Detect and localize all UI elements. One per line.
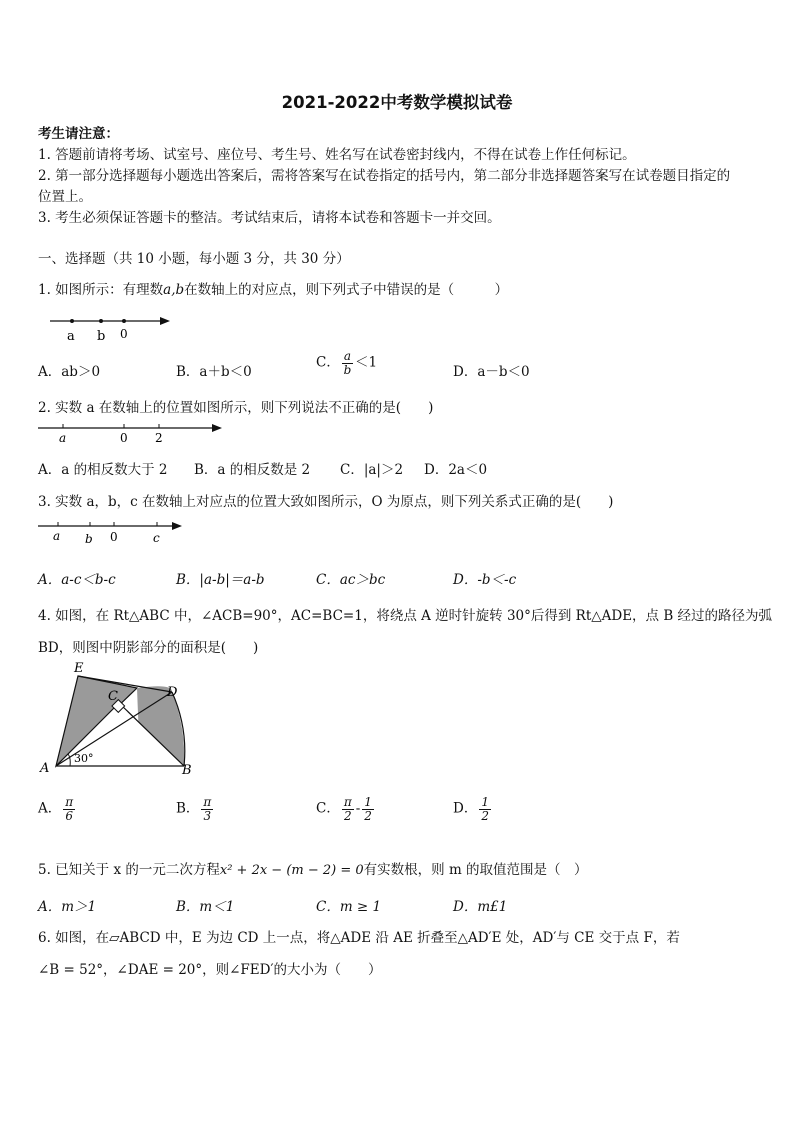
q1-point-0 [122, 319, 126, 323]
q4-option-b-letter: B． [176, 800, 200, 817]
q4-figure [36, 658, 201, 776]
q2-label-0: 0 [120, 431, 128, 445]
q2-label-2: 2 [155, 431, 163, 445]
q4-c-den2: 2 [364, 808, 372, 823]
q1-number-line [44, 310, 179, 346]
q4-b-num: π [203, 795, 212, 809]
q4-a-num: π [65, 795, 74, 809]
q3-label-c: c [153, 531, 160, 545]
q5-option-a: A．m＞1 [38, 899, 97, 915]
q6-stem-line2: ∠B = 52°，∠DAE = 20°，则∠FED′的大小为（ ） [38, 962, 382, 978]
q4-b-den: 3 [203, 808, 212, 823]
q4-label-30: 30° [74, 752, 94, 765]
q4-option-b-fraction [201, 796, 213, 822]
q4-option-c-fraction2 [362, 796, 374, 822]
q2-option-b: B．a 的相反数是 2 [194, 462, 311, 478]
q6-stem-line1: 6. 如图，在▱ABCD 中，E 为边 CD 上一点，将△ADE 沿 AE 折叠至△AD′E 处，AD′与 CE 交于点 F，若 [38, 930, 680, 946]
q1-point-b [99, 319, 103, 323]
q1-option-c-letter: C． [316, 354, 340, 371]
notice-heading: 考生请注意： [38, 126, 119, 142]
q4-label-d: D [167, 685, 178, 700]
q1-label-a: a [67, 329, 75, 344]
q2-label-a: a [59, 431, 67, 445]
q1-option-c [316, 350, 377, 376]
q1-c-den: b [343, 362, 352, 377]
notice-item: 1. 答题前请将考场、试室号、座位号、考生号、姓名写在试卷密封线内，不得在试卷上作任何标记。 [38, 147, 636, 163]
q1-point-a [70, 319, 74, 323]
q5-option-d: D．m£1 [453, 899, 508, 915]
q4-option-d-fraction [479, 796, 491, 822]
section-heading: 一、选择题（共 10 小题，每小题 3 分，共 30 分） [38, 251, 350, 267]
q4-label-e: E [74, 661, 84, 676]
q4-c-num2: 1 [364, 795, 372, 809]
q4-option-a-fraction [63, 796, 75, 822]
q4-option-c-letter: C． [316, 800, 340, 817]
q4-option-a-letter: A． [38, 800, 62, 817]
q2-axis-arrow [212, 424, 222, 432]
q3-option-d: D．-b＜-c [453, 572, 517, 588]
q2-option-a: A．a 的相反数大于 2 [38, 462, 168, 478]
q1-option-d: D．a－b＜0 [453, 364, 530, 380]
q1-c-num: a [343, 349, 351, 363]
q3-stem: 3. 实数 a，b，c 在数轴上对应点的位置大致如图所示，O 为原点，则下列关系式正确的是( ) [38, 494, 614, 510]
q4-option-c-fraction1 [342, 796, 354, 822]
q1-option-b: B．a＋b＜0 [176, 364, 252, 380]
notice-item: 3. 考生必须保证答题卡的整洁。考试结束后，请将本试卷和答题卡一并交回。 [38, 210, 501, 226]
q4-option-c [316, 796, 376, 822]
q1-stem-pre: 1. 如图所示：有理数 [38, 282, 164, 298]
q2-stem: 2. 实数 a 在数轴上的位置如图所示，则下列说法不正确的是( ) [38, 400, 434, 416]
q3-option-c: C．ac＞bc [316, 572, 386, 588]
q4-label-c: C [108, 689, 118, 704]
q1-option-a: A．ab＞0 [38, 364, 101, 380]
q1-axis-arrow [160, 317, 170, 325]
q4-c-num1: π [343, 795, 352, 809]
q1-label-b: b [97, 329, 106, 344]
q2-option-d: D．2a＜0 [424, 462, 488, 478]
page-title: 2021-2022中考数学模拟试卷 [281, 93, 513, 112]
q3-label-a: a [53, 529, 61, 543]
q1-option-c-fraction [342, 350, 353, 376]
q5-stem-pre: 5. 已知关于 x 的一元二次方程 [38, 862, 220, 878]
q1-stem-post: 在数轴上的对应点，则下列式子中错误的是（ ） [184, 282, 509, 298]
notice-item: 2. 第一部分选择题每小题选出答案后，需将答案写在试卷指定的括号内，第二部分非选择题答案写在试卷题目指定的 [38, 168, 731, 184]
q5-stem-post: 有实数根，则 m 的取值范围是（ ） [363, 862, 588, 878]
q2-option-c: C．|a|＞2 [340, 462, 404, 478]
q4-label-b: B [182, 763, 192, 776]
q5-option-c: C．m ≥ 1 [316, 899, 382, 915]
q5-option-b: B．m＜1 [176, 899, 235, 915]
q1-stem [38, 278, 508, 298]
q3-axis-arrow [172, 522, 182, 530]
q4-stem-line1: 4. 如图，在 Rt△ABC 中，∠ACB=90°，AC=BC=1，将绕点 A 逆时针旋转 30°后得到 Rt△ADE，点 B 经过的路径为弧 [38, 608, 773, 624]
q4-d-den: 2 [481, 808, 489, 823]
q1-vars: a,b [163, 282, 185, 298]
q3-option-b: B．|a-b|＝a-b [176, 572, 265, 588]
q2-number-line [36, 420, 226, 446]
q3-label-0: 0 [110, 530, 118, 544]
q4-stem-line2: BD，则图中阴影部分的面积是( ) [38, 640, 259, 656]
q5-equation: x² + 2x − (m − 2) = 0 [219, 863, 364, 878]
q1-label-0: 0 [120, 327, 128, 341]
q3-label-b: b [85, 532, 93, 546]
q4-c-den1: 2 [343, 808, 352, 823]
q4-option-b [176, 796, 215, 822]
q4-d-num: 1 [481, 795, 489, 809]
q3-option-a: A．a-c＜b-c [38, 572, 116, 588]
q4-c-sep: - [355, 800, 361, 817]
notice-item: 位置上。 [38, 189, 92, 205]
q4-option-d-letter: D． [453, 800, 478, 817]
q1-option-c-tail: ＜1 [355, 354, 378, 371]
q4-a-den: 6 [65, 808, 74, 823]
q3-number-line [36, 516, 186, 546]
q5-stem [38, 858, 588, 878]
q4-label-a: A [40, 761, 50, 776]
q4-option-d [453, 796, 493, 822]
q4-option-a [38, 796, 77, 822]
